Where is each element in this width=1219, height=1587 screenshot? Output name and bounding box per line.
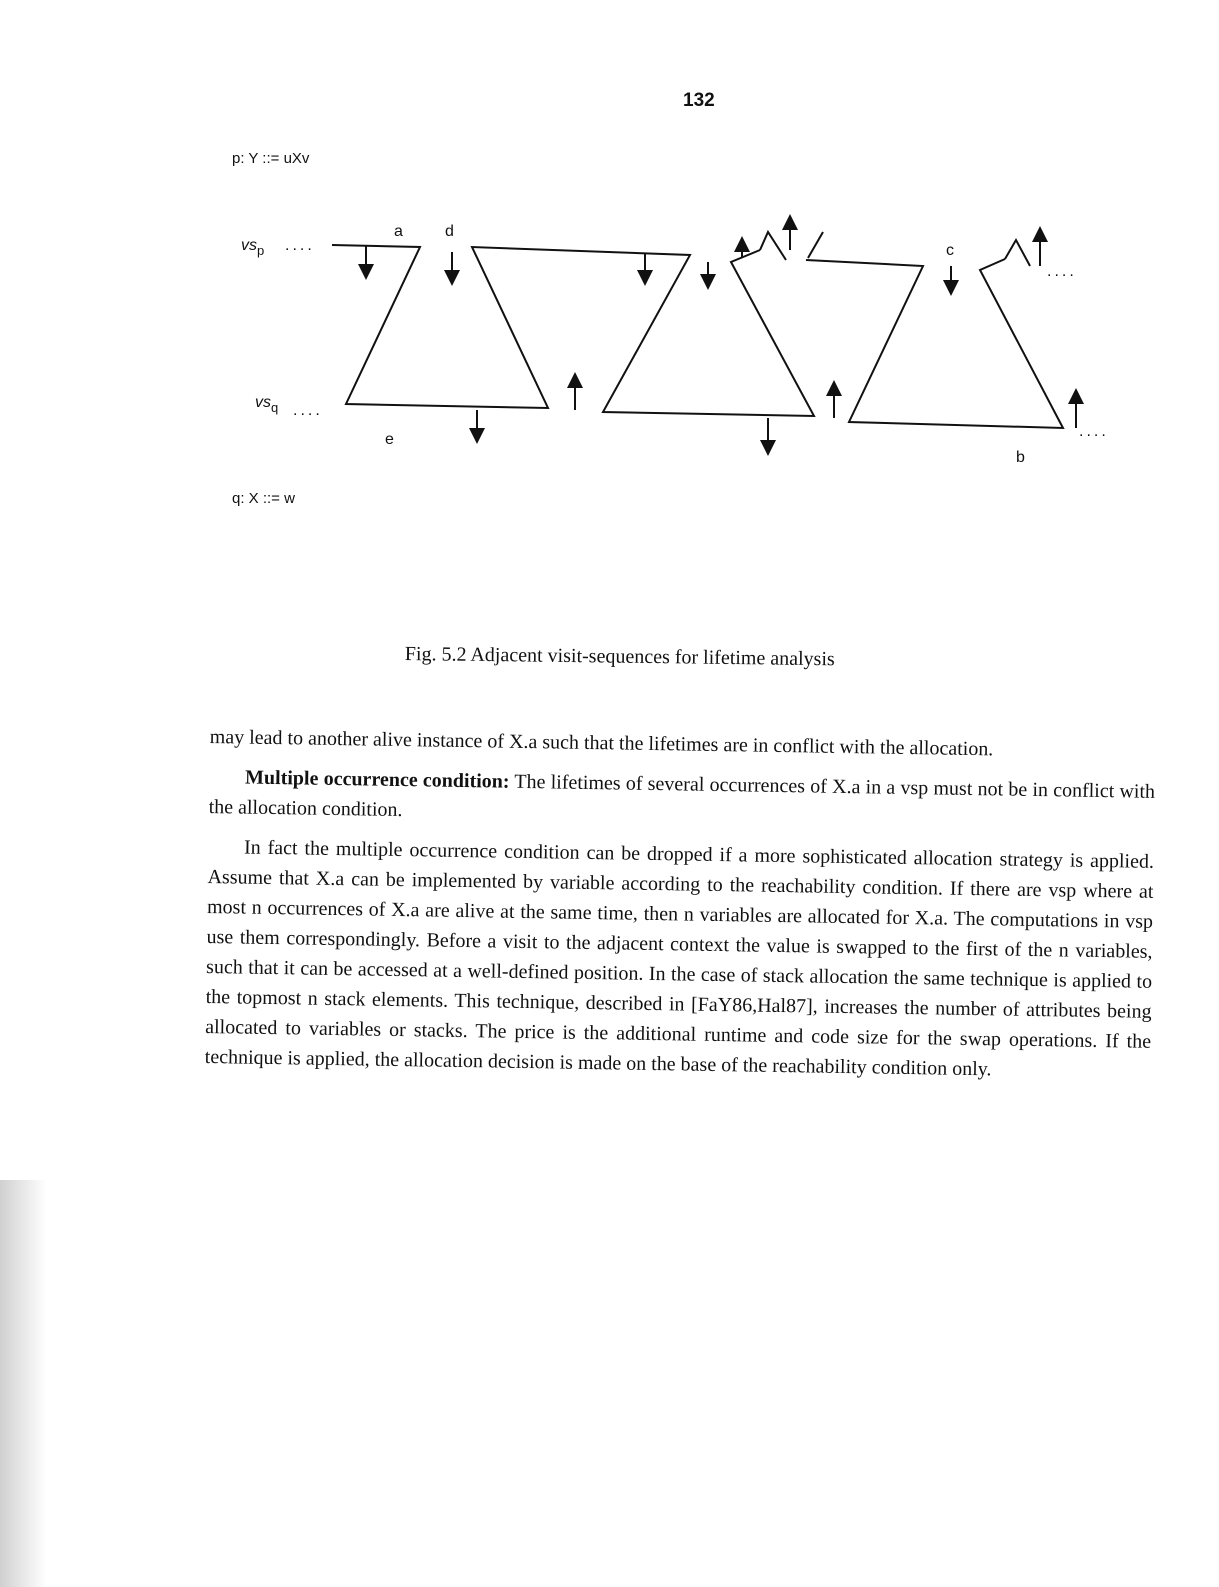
label-d: d	[445, 223, 454, 240]
trailing-dots-top: ....	[1047, 263, 1077, 280]
vsq-label: $vs_q$	[255, 394, 279, 415]
page-number: 132	[683, 90, 715, 111]
label-e: e	[385, 431, 394, 448]
production-p: p: Y ::= uXv	[232, 150, 310, 167]
label-b: b	[1016, 449, 1025, 466]
paragraph-3: In fact the multiple occurrence condition can be dropped if a more sophisticated allocation strategy is applied. Assume that X.a can be implemented by variable according to the reachability condition. If there are vsp where at most n occurrences of X.a are alive at the same time, then n variables are allocated for X.a. The computations in vsp use them correspondingly. Before a visit to the adjacent context the value is swapped to the first of the n variables, such that it can be accessed at a well-defined position. In the case of stack allocation the same technique is applied to the topmost n stack elements. This technique, described in [FaY86,Hal87], increases the number of attributes being allocated to variables or stacks. The price is the additional runtime and code size for the swap operations. If the technique is applied, the allocation decision is made on the base of the reachability condition only.	[204, 836, 1155, 1081]
vsp-label: $vs_p$	[241, 237, 265, 258]
paragraph-1: may lead to another alive instance of X.a such that the lifetimes are in conflict with the allocation.	[209, 725, 994, 761]
hook-right-2	[1005, 240, 1030, 266]
trailing-dots-bottom: ....	[1079, 423, 1109, 440]
body-text	[205, 722, 1156, 1087]
vsq-leader-dots: ....	[293, 402, 323, 419]
label-a: a	[394, 223, 403, 240]
scan-edge-shadow	[0, 1180, 46, 1587]
hook-right-1	[760, 232, 786, 260]
paragraph-2-body: The lifetimes of several occurrences of X.a in a vsp must not be in conflict with the allocation condition.	[208, 770, 1156, 822]
label-c: c	[946, 242, 954, 259]
paragraph-2	[208, 762, 1155, 837]
figure-caption: Fig. 5.2 Adjacent visit-sequences for lifetime analysis	[404, 643, 835, 671]
paragraph-2-heading: Multiple occurrence condition:	[244, 766, 510, 793]
visit-sequence-path	[332, 232, 1063, 428]
production-q: q: X ::= w	[232, 490, 295, 507]
vsp-leader-dots: ....	[285, 237, 315, 254]
visit-sequence-diagram	[0, 0, 1219, 600]
